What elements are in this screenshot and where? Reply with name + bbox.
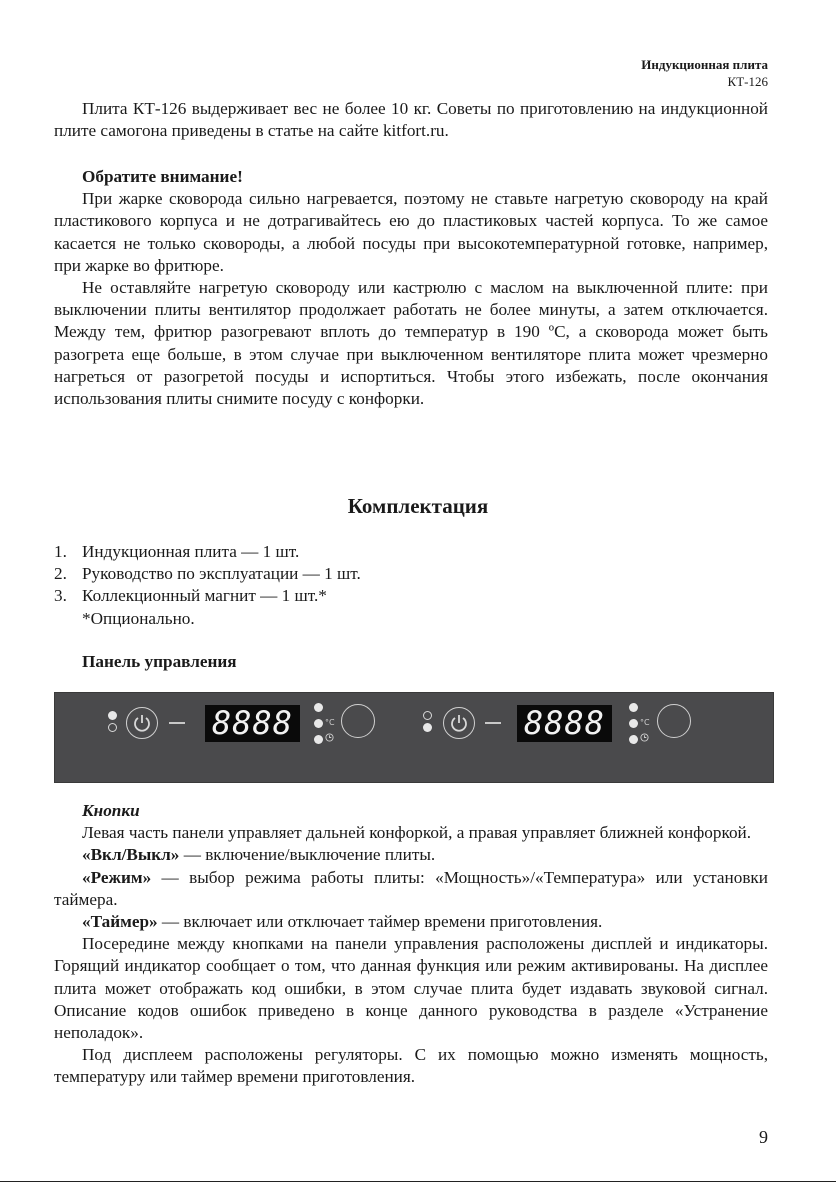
kit-list-item: [54, 541, 361, 563]
kit-list-item: [54, 563, 361, 585]
indicator-light: [108, 711, 117, 720]
left-display: 8888: [205, 705, 300, 742]
timer-description: [54, 911, 768, 933]
power-button: [126, 707, 158, 739]
kit-note-row: [54, 608, 361, 630]
power-icon: [444, 708, 474, 738]
clock-icon: [640, 733, 649, 744]
intro-block: [54, 98, 768, 142]
right-display: 8888: [517, 705, 612, 742]
kit-list: [54, 541, 361, 630]
header-model: КТ-126: [727, 74, 768, 89]
indicator-light: [629, 719, 638, 728]
intro-paragraph: Плита КТ-126 выдерживает вес не более 10 кг. Советы по приготовлению на индукционной плите самогона приведены в статье на сайте kitfort.ru.: [54, 99, 768, 141]
timer-label: «Таймер»: [82, 912, 158, 932]
kit-item-text: Коллекционный магнит — 1 шт.*: [82, 586, 327, 606]
buttons-block: [54, 800, 768, 1089]
separator: [485, 722, 501, 724]
page-header: [641, 56, 768, 90]
kit-item-number: 3.: [54, 586, 67, 606]
panel-heading-block: [54, 651, 768, 673]
panel-heading: Панель управления: [82, 652, 237, 671]
kit-item-text: Индукционная плита — 1 шт.: [82, 542, 300, 561]
attention-block: [54, 166, 768, 410]
clock-icon: [325, 733, 334, 744]
left-regulator-knob: [341, 704, 375, 738]
kit-item-number: 1.: [54, 542, 67, 561]
right-regulator-knob: [657, 704, 691, 738]
buttons-paragraph-3: Под дисплеем расположены регуляторы. С их помощью можно изменять мощность, температуру или таймер времени приготовления.: [54, 1045, 768, 1087]
indicator-light: [423, 711, 432, 720]
footer-rule: [0, 1181, 836, 1182]
power-button: [443, 707, 475, 739]
buttons-paragraph-1: Левая часть панели управляет дальней конфоркой, а правая управляет ближней конфоркой.: [82, 823, 752, 843]
kit-list-item: [54, 585, 361, 607]
header-title: Индукционная плита: [641, 57, 768, 72]
indicator-light: [108, 723, 117, 732]
kit-item-number: 2.: [54, 564, 67, 584]
celsius-label: °C: [325, 718, 335, 727]
indicator-light: [629, 703, 638, 712]
power-icon: [127, 708, 157, 738]
kit-item-text: Руководство по эксплуатации — 1 шт.: [82, 564, 361, 584]
indicator-light: [314, 719, 323, 728]
attention-heading: Обратите внимание!: [82, 167, 243, 186]
attention-paragraph-2: Не оставляйте нагретую сковороду или кастрюлю с маслом на выключенной плите: при выключении плиты вентилятор продолжает работать не более минуты, а затем отключается. Между тем, фритюр разогревают вплоть до температур в 190 ºС, а сковорода может быть разогрета еще больше, в этом случае при выключенном вентиляторе плита может чрезмерно нагреться от разогретой посуды и испортиться. Чтобы этого избежать, после окончания использования плиты снимите посуду с конфорки.: [54, 278, 768, 409]
section-title: Комплектация: [347, 494, 489, 518]
timer-text: — включает или отключает таймер времени приготовления.: [157, 912, 603, 932]
onoff-text: — включение/выключение плиты.: [179, 845, 436, 865]
celsius-label: °C: [640, 718, 650, 727]
mode-text: — выбор режима работы плиты: «Мощность»/«Температура» или установки таймера.: [54, 867, 768, 909]
separator: [169, 722, 185, 724]
kit-note: *Опционально.: [82, 608, 195, 628]
indicator-light: [314, 703, 323, 712]
indicator-light: [423, 723, 432, 732]
buttons-paragraph-2: Посередине между кнопками на панели управления расположены дисплей и индикаторы. Горящий индикатор сообщает о том, что данная функция или режим активированы. На дисплее плита может отображать код ошибки, в этом случае плита будет издавать звуковой сигнал. Описание кодов ошибок приведено в конце данного руководства в разделе «Устранение неполадок».: [54, 934, 768, 1043]
control-panel-illustration: [54, 692, 774, 783]
mode-description: [54, 867, 768, 911]
attention-paragraph-1: При жарке сковорода сильно нагревается, поэтому не ставьте нагретую сковороду на край пластикового корпуса и не дотрагивайтесь ею до пластиковых частей корпуса. То же самое касается не только сковороды, а любой посуды при высокотемпературной готовке, например, при жарке во фритюре.: [54, 189, 768, 275]
indicator-light: [629, 735, 638, 744]
mode-label: «Режим»: [82, 867, 152, 887]
onoff-label: «Вкл/Выкл»: [82, 845, 180, 865]
indicator-light: [314, 735, 323, 744]
onoff-description: [54, 844, 768, 866]
buttons-heading: Кнопки: [82, 801, 140, 820]
page-number: 9: [759, 1127, 768, 1147]
